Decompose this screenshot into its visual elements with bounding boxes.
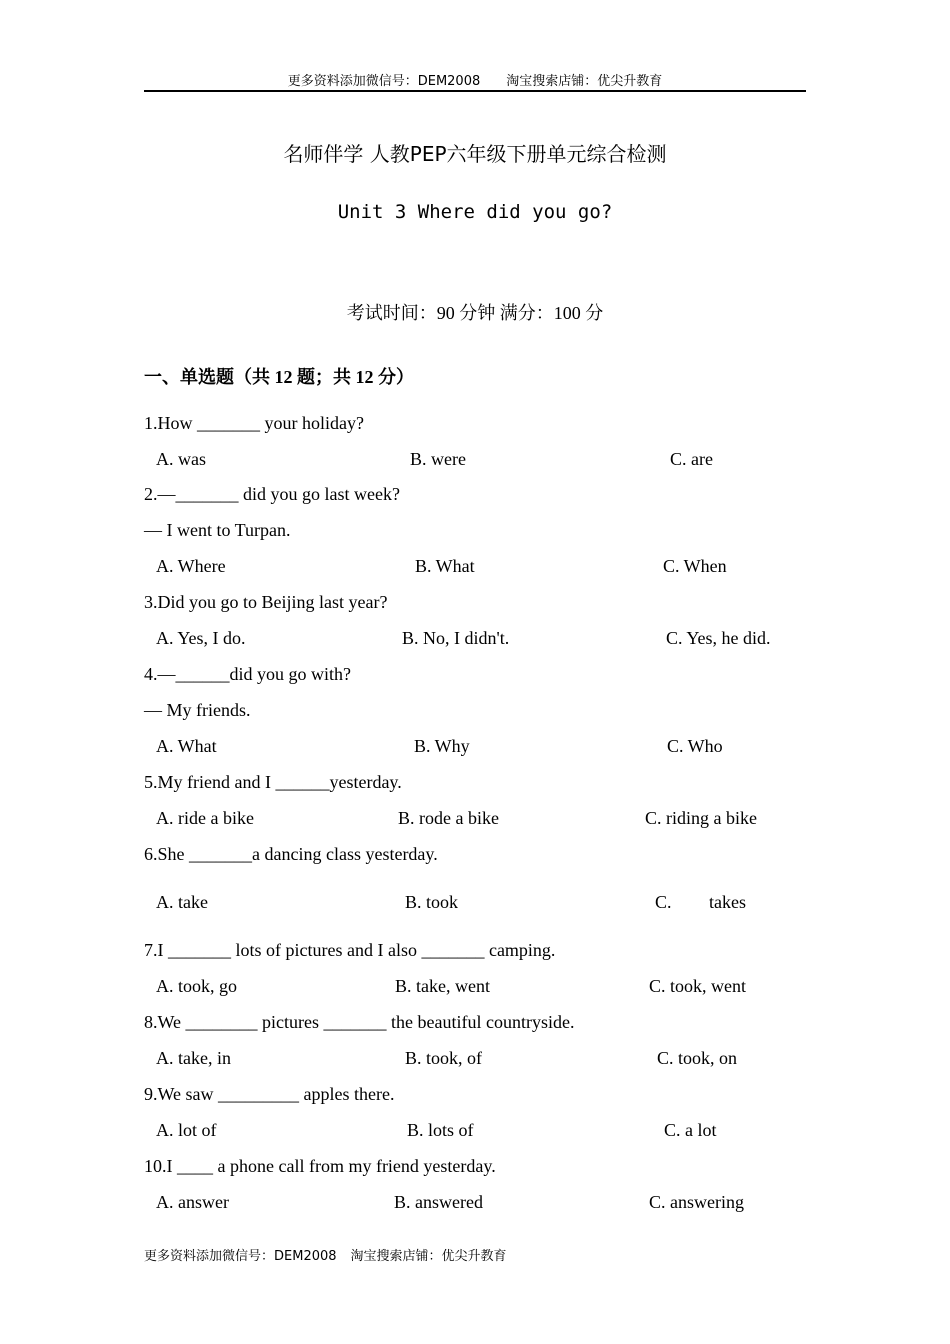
question-9-option-c: C. a lot [664, 1120, 717, 1140]
question-2-option-c: C. When [663, 556, 727, 576]
section-title: 一、单选题（共 12 题；共 12 分） [144, 367, 414, 387]
question-1-stem: 1.How _______ your holiday? [144, 413, 364, 433]
header-divider [144, 90, 806, 92]
question-7-option-b: B. take, went [395, 976, 490, 996]
question-6-option-b: B. took [405, 892, 459, 912]
question-3-stem: 3.Did you go to Beijing last year? [144, 592, 388, 612]
question-3-option-a: A. Yes, I do. [156, 628, 246, 648]
question-3-option-c: C. Yes, he did. [666, 628, 771, 648]
exam-info: 考试时间：90 分钟 满分：100 分 [346, 303, 604, 323]
question-1-option-c: C. are [670, 449, 713, 469]
question-9-option-b: B. lots of [407, 1120, 474, 1140]
question-2-answer-line: — I went to Turpan. [144, 520, 291, 540]
question-2-stem: 2.—_______ did you go last week? [144, 484, 400, 504]
question-4-stem: 4.—______did you go with? [144, 664, 351, 684]
page-footer [144, 1245, 507, 1264]
question-2-option-b: B. What [415, 556, 475, 576]
question-6-option-c-label: C. [655, 892, 672, 912]
question-8-option-b: B. took, of [405, 1048, 483, 1068]
question-5-stem: 5.My friend and I ______yesterday. [144, 772, 402, 792]
question-8-option-c: C. took, on [657, 1048, 738, 1068]
question-7-option-a: A. took, go [156, 976, 237, 996]
question-2-option-a: A. Where [156, 556, 226, 576]
question-5-option-a: A. ride a bike [156, 808, 254, 828]
question-10-option-b: B. answered [394, 1192, 483, 1212]
question-6-option-a: A. take [156, 892, 208, 912]
document-title: 名师伴学 人教PEP六年级下册单元综合检测 [283, 142, 667, 166]
question-6-stem: 6.She _______a dancing class yesterday. [144, 844, 438, 864]
question-8-stem: 8.We ________ pictures _______ the beautiful countryside. [144, 1012, 575, 1032]
question-9-stem: 9.We saw _________ apples there. [144, 1084, 395, 1104]
question-3-option-b: B. No, I didn't. [402, 628, 510, 648]
question-4-option-a: A. What [156, 736, 217, 756]
question-1-option-a: A. was [156, 449, 206, 469]
question-4-option-c: C. Who [667, 736, 723, 756]
question-10-stem: 10.I ____ a phone call from my friend yesterday. [144, 1156, 496, 1176]
unit-subtitle: Unit 3 Where did you go? [337, 201, 613, 223]
question-8-option-a: A. take, in [156, 1048, 231, 1068]
question-5-option-b: B. rode a bike [398, 808, 499, 828]
header-wechat: 更多资料添加微信号：DEM2008 [287, 74, 481, 89]
footer-shop: 淘宝搜索店铺：优尖升教育 [350, 1249, 507, 1264]
question-5-option-c: C. riding a bike [645, 808, 757, 828]
question-1-option-b: B. were [410, 449, 466, 469]
question-9-option-a: A. lot of [156, 1120, 217, 1140]
question-7-stem: 7.I _______ lots of pictures and I also _______ camping. [144, 940, 556, 960]
page-header [144, 70, 806, 89]
question-4-answer-line: — My friends. [144, 700, 251, 720]
question-6-option-c-text: takes [709, 892, 746, 912]
question-10-option-c: C. answering [649, 1192, 744, 1212]
question-4-option-b: B. Why [414, 736, 470, 756]
header-shop: 淘宝搜索店铺：优尖升教育 [506, 74, 663, 89]
footer-wechat: 更多资料添加微信号：DEM2008 [144, 1249, 337, 1264]
question-10-option-a: A. answer [156, 1192, 229, 1212]
question-7-option-c: C. took, went [649, 976, 746, 996]
